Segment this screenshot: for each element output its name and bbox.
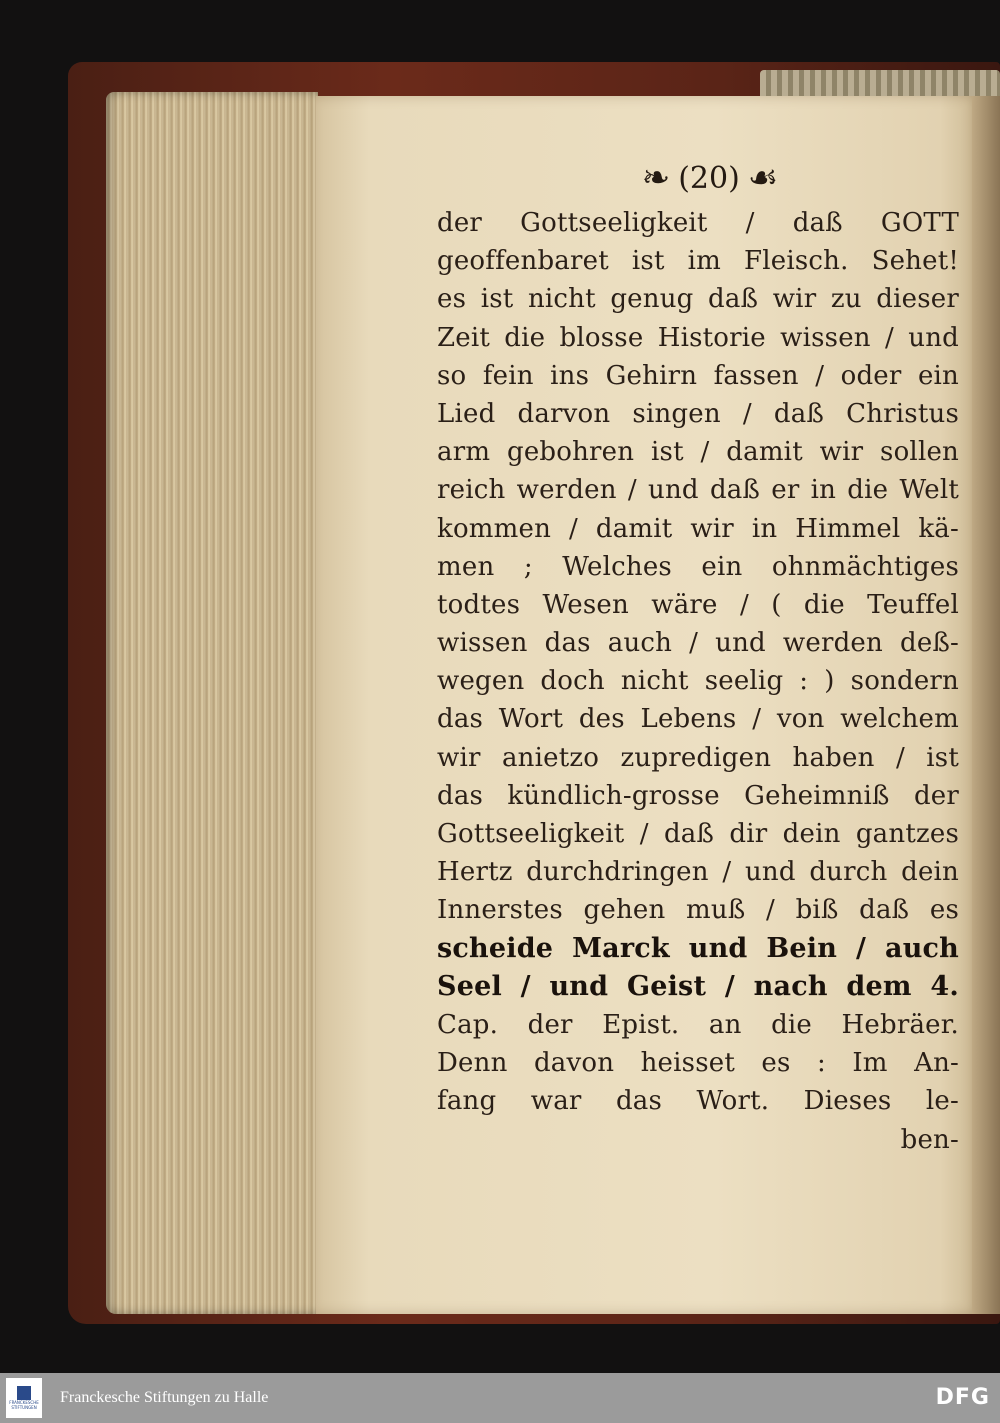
dfg-logo-icon[interactable]: DFG bbox=[935, 1385, 990, 1410]
ornament-left-icon: ❧ bbox=[641, 158, 671, 198]
text-line: men ; Welches ein ohnmächtiges bbox=[437, 551, 959, 582]
text-line: wir anietzo zupredigen haben / ist bbox=[437, 742, 959, 773]
page-number: (20) bbox=[678, 160, 740, 196]
text-line: wissen das auch / und werden deß- bbox=[437, 628, 959, 659]
text-line: Cap. der Epist. an die Hebräer. bbox=[437, 1009, 959, 1040]
text-line: das kündlich-grosse Geheimniß der bbox=[437, 780, 959, 811]
text-line: Zeit die blosse Historie wissen / und bbox=[437, 322, 959, 353]
logo-text: FRANCKESCHE STIFTUNGEN bbox=[9, 1400, 39, 1410]
institution-link[interactable]: Franckesche Stiftungen zu Halle bbox=[60, 1389, 269, 1406]
catchword: ben- bbox=[900, 1124, 959, 1155]
text-line: Lied darvon singen / daß Christus bbox=[437, 398, 959, 429]
text-line: geoffenbaret ist im Fleisch. Sehet! bbox=[437, 246, 959, 277]
text-line: es ist nicht genug daß wir zu dieser bbox=[437, 284, 959, 315]
text-line: das Wort des Lebens / von welchem bbox=[437, 704, 959, 735]
ornament-right-icon: ☙ bbox=[747, 158, 779, 198]
page-number-header bbox=[610, 150, 810, 206]
text-line: Gottseeligkeit / daß dir dein gantzes bbox=[437, 819, 959, 849]
page-edges bbox=[106, 92, 318, 1314]
viewer-footer bbox=[0, 1373, 1000, 1423]
gutter bbox=[972, 96, 1000, 1314]
text-line: kommen / damit wir in Himmel kä- bbox=[437, 513, 959, 544]
text-line: Denn davon heisset es : Im An- bbox=[437, 1048, 959, 1079]
text-line: wegen doch nicht seelig : ) sondern bbox=[437, 666, 959, 697]
text-line: reich werden / und daß er in die Welt bbox=[437, 475, 959, 506]
text-line-bold: Seel / und Geist / nach dem 4. bbox=[437, 970, 959, 1002]
body-text bbox=[437, 204, 959, 1159]
text-line: so fein ins Gehirn fassen / oder ein bbox=[437, 360, 959, 391]
text-line: der Gottseeligkeit / daß GOTT bbox=[437, 208, 959, 238]
text-line-bold: scheide Marck und Bein / auch bbox=[437, 932, 959, 964]
franckesche-logo-icon[interactable] bbox=[6, 1378, 42, 1418]
text-line: Hertz durchdringen / und durch dein bbox=[437, 857, 959, 888]
logo-mark bbox=[17, 1386, 31, 1400]
text-line: Innerstes gehen muß / biß daß es bbox=[437, 895, 959, 926]
text-line: arm gebohren ist / damit wir sollen bbox=[437, 437, 959, 468]
text-line: fang war das Wort. Dieses le- bbox=[437, 1086, 959, 1117]
text-line: todtes Wesen wäre / ( die Teuffel bbox=[437, 589, 959, 620]
